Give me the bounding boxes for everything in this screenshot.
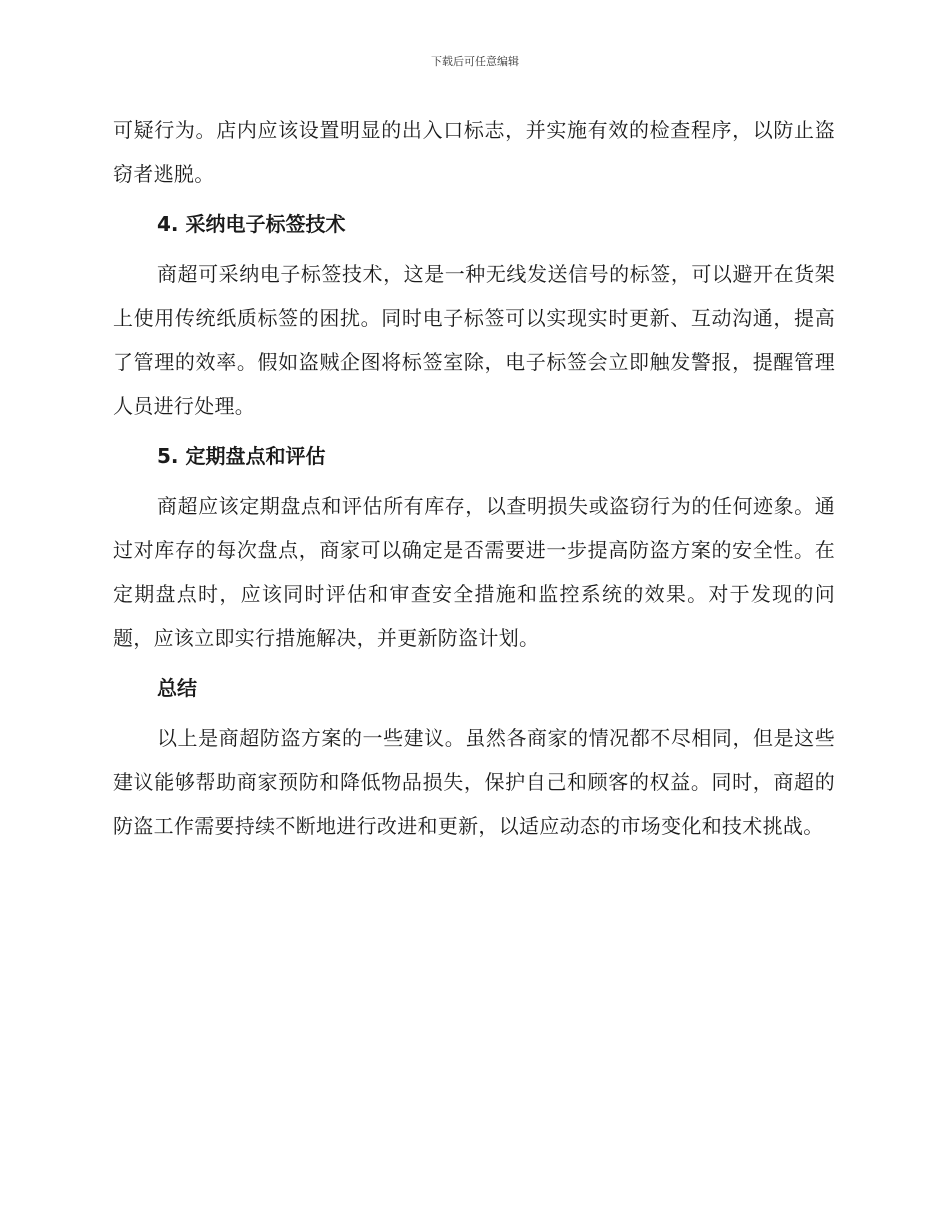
- paragraph-inventory-review: 商超应该定期盘点和评估所有库存，以查明损失或盗窃行为的任何迹象。通过对库存的每次盘点，商家可以确定是否需要进一步提高防盗方案的安全性。在定期盘点时，应该同时评估和审查安全措施和监控系统的效果。对于发现的问题，应该立即实行措施解决，并更新防盗计划。: [113, 494, 835, 650]
- paragraph-summary: 以上是商超防盗方案的一些建议。虽然各商家的情况都不尽相同，但是这些建议能够帮助商家预防和降低物品损失，保护自己和顾客的权益。同时，商超的防盗工作需要持续不断地进行改进和更新，以适应动态的市场变化和技术挑战。: [113, 726, 835, 838]
- paragraph-electronic-tags: 商超可采纳电子标签技术，这是一种无线发送信号的标签，可以避开在货架上使用传统纸质标签的困扰。同时电子标签可以实现实时更新、互动沟通，提高了管理的效率。假如盗贼企图将标签室除，电子标签会立即触发警报，提醒管理人员进行处理。: [113, 262, 835, 418]
- section-heading-4: 4. 采纳电子标签技术: [157, 212, 346, 236]
- section-heading-5: 5. 定期盘点和评估: [157, 444, 326, 468]
- document-body: [113, 108, 835, 848]
- section-heading-summary: 总结: [157, 676, 197, 700]
- page-header: 下载后可任意编辑: [431, 55, 519, 68]
- paragraph-continuation: 可疑行为。店内应该设置明显的出入口标志，并实施有效的检查程序，以防止盗窃者逃脱。: [113, 118, 835, 186]
